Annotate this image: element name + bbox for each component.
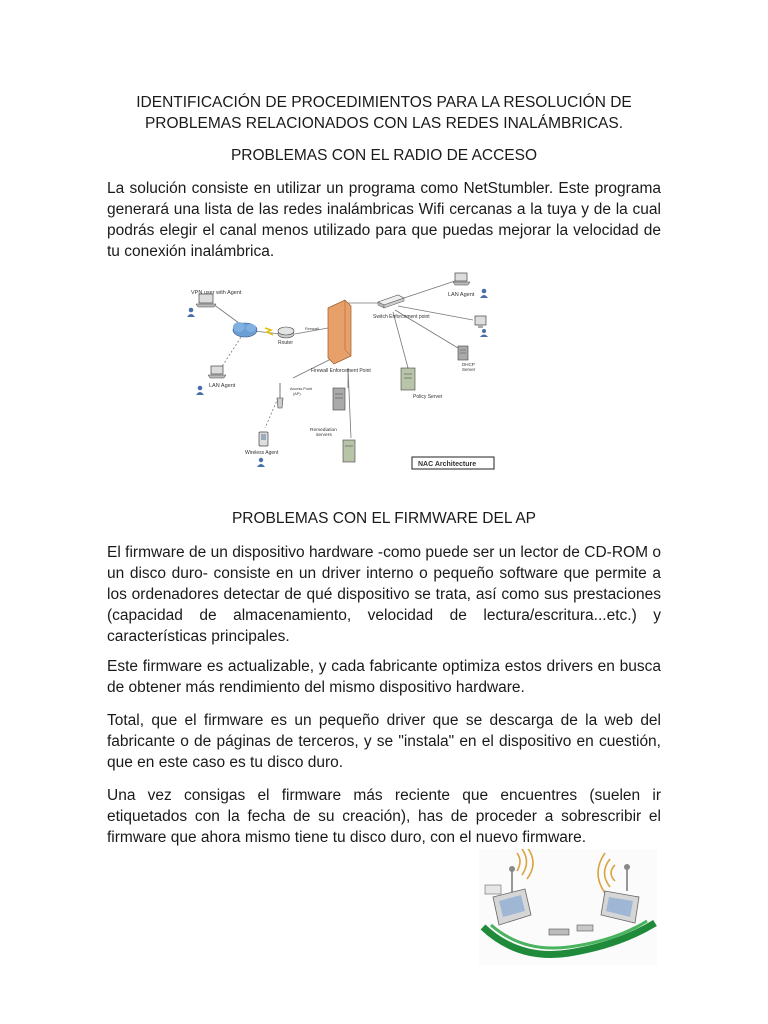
title-line-1: IDENTIFICACIÓN DE PROCEDIMIENTOS PARA LA RESOLUCIÓN DE [136,94,632,111]
server-icon [401,368,415,390]
label-lan-agent-top: LAN Agent [448,292,475,298]
label-lan-agent-left: LAN Agent [209,383,236,389]
router-icon [278,327,294,338]
laptop-icon [453,273,470,285]
nac-architecture-diagram [183,268,503,476]
user-icon [480,289,488,298]
user-icon [257,458,265,467]
firmware-paragraph-1: El firmware de un dispositivo hardware -como puede ser un lector de CD-ROM o un disco duro- consiste en un driver interno o pequeño software que permite a los ordenadores detectar de qué dispositivo se trata, así como sus prestaciones (capacidad de almacenamiento, velocidad de lectura/escritura...etc.) y características principales. [107,544,661,645]
document-title [100,92,668,134]
wifi-devices-figure [479,849,657,965]
label-ap-1: Access Point [290,387,312,391]
label-router: Router [278,340,294,346]
user-icon [187,308,195,317]
section-heading-radio: PROBLEMAS CON EL RADIO DE ACCESO [230,147,538,164]
nac-diagram-svg [183,268,503,476]
label-policy-server: Policy Server [413,394,443,400]
user-icon [480,329,488,337]
user-icon [196,386,204,395]
laptop-icon [485,885,501,894]
firmware-paragraph-4: Una vez consigas el firmware más reciente que encuentres (suelen ir etiquetados con la fecha de su creación), has de proceder a sobrescribir el firmware que ahora mismo tiene tu disco duro, con el nuevo firmware. [107,787,661,846]
lightning-icon [265,328,273,335]
desktop-icon [475,316,486,328]
label-dhcp-2: Server [462,367,476,372]
wifi-figure-svg [479,849,657,965]
section-heading-firmware: PROBLEMAS CON EL FIRMWARE DEL AP [231,510,537,527]
title-line-2: PROBLEMAS RELACIONADOS CON LAS REDES INALÁMBRICAS. [144,115,624,132]
server-icon [458,346,468,360]
server-icon [343,440,355,462]
label-dhcp-1: DHCP [462,362,475,367]
label-wireless-agent: Wireless Agent [245,450,279,456]
section-paragraph-radio: La solución consiste en utilizar un programa como NetStumbler. Este programa generará una lista de las redes inalámbricas Wifi cercanas a la tuya y de la cual podrás elegir el canal menos utilizado para que puedas mejorar la velocidad de tu conexión inalámbrica. [107,180,661,260]
server-icon [333,388,345,410]
access-point-icon [277,383,283,408]
label-remediation-1: Remediation [310,428,337,433]
pda-icon [259,432,268,446]
label-switch: Switch Enforcement point [373,314,430,320]
label-remediation-2: servers [316,433,332,438]
laptop-icon [208,366,226,378]
label-firewall-ep: Firewall Enforcement Point [311,368,371,374]
label-ap-2: (AP) [293,392,301,396]
firmware-paragraph-3: Total, que el firmware es un pequeño driver que se descarga de la web del fabricante o de páginas de terceros, y se "instala" en el dispositivo en cuestión, que en este caso es tu disco duro. [107,712,661,771]
caption-text: NAC Architecture [418,461,477,468]
label-vpn: VPN user with Agent [191,290,242,296]
firewall-icon [328,300,351,364]
label-firewall-small: Firewall [305,326,319,331]
diagram-caption [412,457,494,469]
cloud-icon [233,322,257,337]
firmware-paragraph-2: Este firmware es actualizable, y cada fabricante optimiza estos drivers en busca de obtener más rendimiento del mismo dispositivo hardware. [107,658,661,696]
